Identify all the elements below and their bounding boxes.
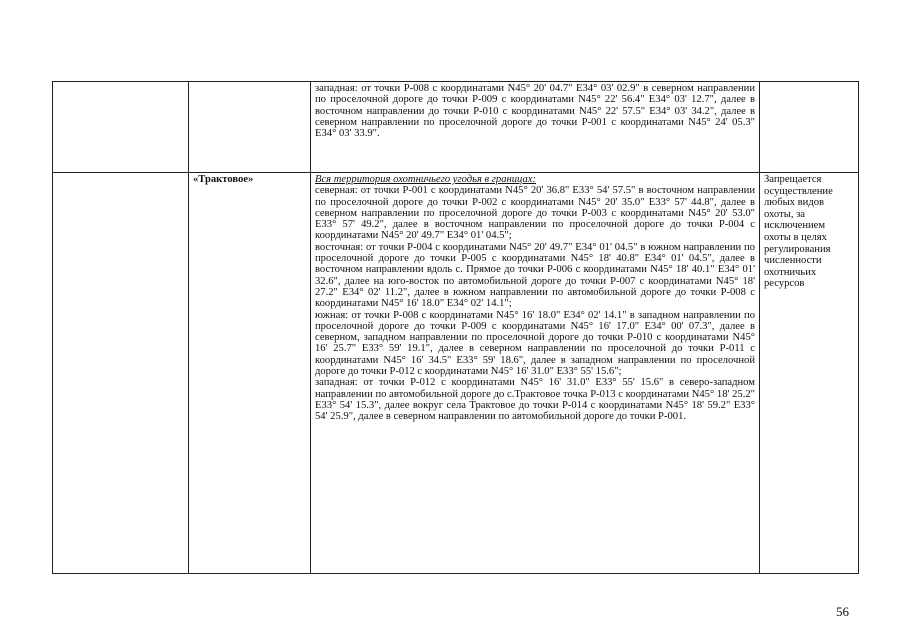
boundary-paragraph-south: южная: от точки Р-008 с координатами N45° 16' 18.0" E34° 02' 14.1" в западном направлении по проселочной дороге до точки Р-009 с координатами N45° 16' 17.0" E34° 00' 07.3", далее в северном, западном направлении по проселочной дороге до точки Р-010 с координатами N45° 16' 25.7" E33° 59' 19.1", далее в северном направлении по проселочной до точки Р-011 с координатами N45° 16' 34.5" E33° 59' 18.6", далее в западном направлении по проселочной дороге до точки Р-012 с координатами N45° 16' 31.0" E33° 55' 15.6";	[315, 309, 755, 378]
boundaries-table	[52, 81, 859, 574]
table-cell-restriction	[760, 173, 859, 574]
table-cell-restriction	[760, 82, 859, 173]
boundary-paragraph-west: западная: от точки Р-008 с координатами N45° 20' 04.7" E34° 03' 02.9" в северном направлении по проселочной дороге до точки Р-009 с координатами N45° 22' 56.4" E34° 03' 12.7", далее в восточном направлении до точки Р-010 с координатами N45° 22' 57.5" E34° 03' 34.2", далее в северном направлении по проселочной дороге до точки Р-001 с координатами N45° 24' 05.3" E34° 03' 33.9".	[315, 83, 755, 140]
table-row	[53, 82, 859, 173]
table-row	[53, 173, 859, 574]
table-cell-number	[53, 82, 189, 173]
boundaries-heading: Вся территория охотничьего угодья в границах:	[315, 174, 537, 185]
table-cell-name	[189, 82, 311, 173]
hunting-restriction-text: Запрещается осуществление любых видов охоты, за исключением охоты в целях регулирования численности охотничьих ресурсов	[764, 174, 833, 290]
table-cell-name	[189, 173, 311, 574]
boundary-paragraph-north: северная: от точки Р-001 с координатами N45° 20' 36.8" E33° 54' 57.5" в восточном направлении по проселочной дороге до точки Р-002 с координатами N45° 20' 35.0" E33° 57' 44.8", далее в северном направлении по проселочной дороге до точки Р-003 с координатами N45° 20' 53.0" E33° 57' 49.2", далее в восточном направлении по проселочной дороге до точки Р-004 с координатами N45° 20' 49.7" E34° 01' 04.5";	[315, 185, 755, 242]
page-number: 56	[836, 604, 849, 619]
table-cell-boundaries	[311, 173, 760, 574]
table-cell-number	[53, 173, 189, 574]
boundary-paragraph-west: западная: от точки Р-012 с координатами N45° 16' 31.0" E33° 55' 15.6" в северо-западном направлении по автомобильной дороге до с.Трактовое точка Р-013 с координатами N45° 18' 25.2" E33° 54' 15.3", далее вокруг села Трактовое до точки Р-014 с координатами N45° 18' 59.2" E33° 54' 25.9", далее в северном направлении по автомобильной дороге до точки Р-001.	[315, 377, 755, 423]
hunting-ground-name: «Трактовое»	[193, 174, 254, 185]
table-cell-boundaries	[311, 82, 760, 173]
boundary-paragraph-east: восточная: от точки Р-004 с координатами N45° 20' 49.7" E34° 01' 04.5" в южном направлении по проселочной дороге до точки Р-005 с координатами N45° 18' 40.8" E34° 01' 04.5", далее в восточном направлении вдоль с. Прямое до точки Р-006 с координатами N45° 18' 40.1" E34° 01' 32.6", далее на юго-восток по автомобильной дороге до точки Р-007 с координатами N45° 18' 27.2" E34° 02' 11.2", далее в южном направлении по автомобильной дороге до точки Р-008 с координатами N45° 16' 18.0" E34° 02' 14.1";	[315, 241, 755, 310]
